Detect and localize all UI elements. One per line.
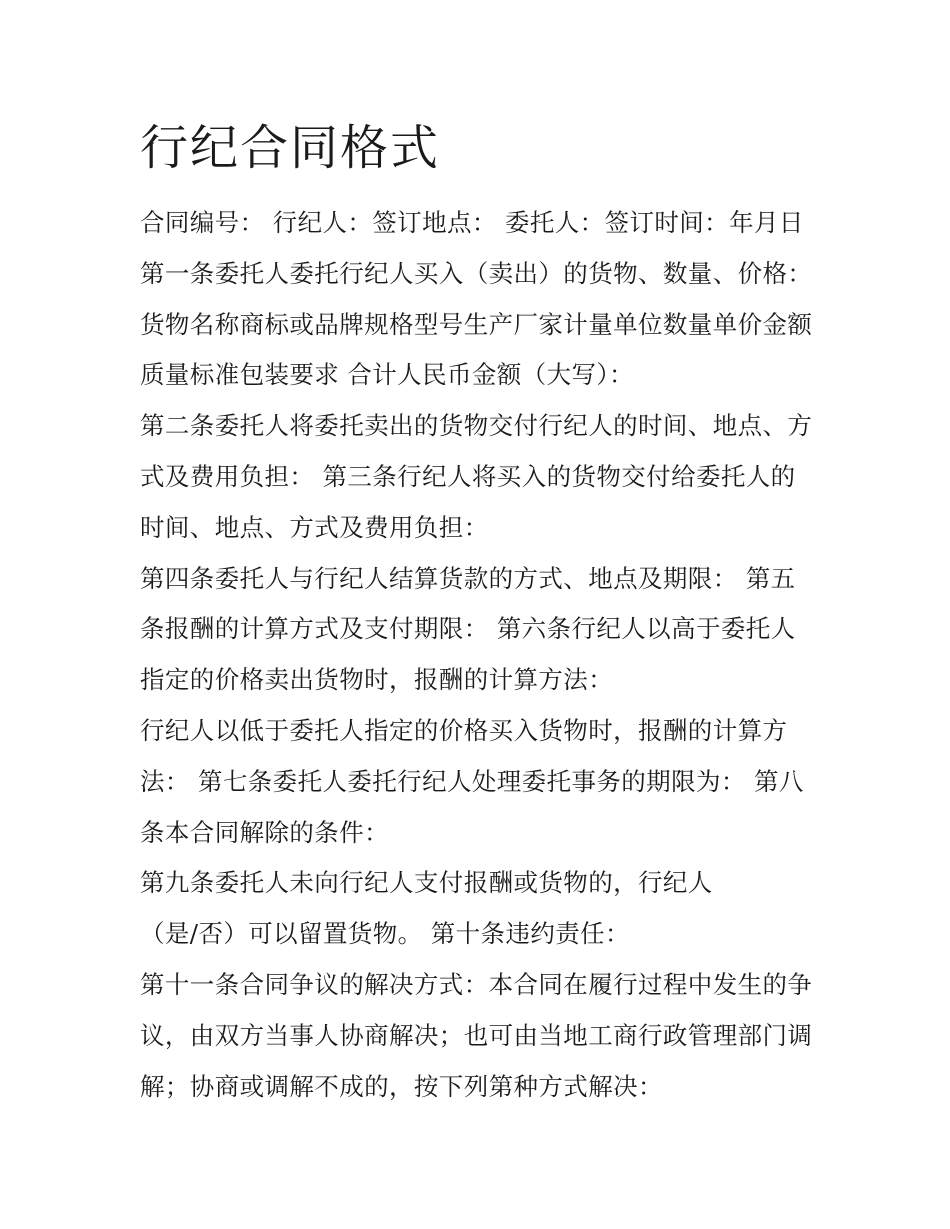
body-line: 第二条委托人将委托卖出的货物交付行纪人的时间、地点、方 (140, 411, 813, 441)
body-line: 第四条委托人与行纪人结算货款的方式、地点及期限： 第五 (140, 563, 796, 593)
body-line: 式及费用负担： 第三条行纪人将买入的货物交付给委托人的 (140, 461, 796, 491)
body-line: 解；协商或调解不成的，按下列第种方式解决： (140, 1071, 663, 1101)
document-title: 行纪合同格式 (140, 120, 441, 176)
body-line: 合同编号： 行纪人：签订地点： 委托人：签订时间：年月日 (140, 208, 804, 237)
document-body (140, 198, 820, 1112)
body-line: 议，由双方当事人协商解决；也可由当地工商行政管理部门调 (140, 1020, 813, 1050)
body-line: 法： 第七条委托人委托行纪人处理委托事务的期限为： 第八 (140, 766, 804, 796)
body-line: 第一条委托人委托行纪人买入（卖出）的货物、数量、价格： (140, 258, 813, 288)
body-line: 行纪人以低于委托人指定的价格买入货物时，报酬的计算方 (140, 715, 788, 745)
body-line: 质量标准包装要求 合计人民币金额（大写）： (140, 360, 634, 390)
body-line: 第九条委托人未向行纪人支付报酬或货物的，行纪人 (140, 868, 713, 898)
body-line: 货物名称商标或品牌规格型号生产厂家计量单位数量单价金额 (140, 309, 813, 339)
body-line: 第十一条合同争议的解决方式：本合同在履行过程中发生的争 (140, 969, 813, 999)
body-line: 条报酬的计算方式及支付期限： 第六条行纪人以高于委托人 (140, 614, 796, 644)
body-line: 指定的价格卖出货物时，报酬的计算方法： (140, 665, 614, 695)
body-line: （是/否）可以留置货物。 第十条违约责任： (140, 919, 630, 949)
body-line: 时间、地点、方式及费用负担： (140, 512, 489, 542)
body-line: 条本合同解除的条件： (140, 817, 389, 847)
